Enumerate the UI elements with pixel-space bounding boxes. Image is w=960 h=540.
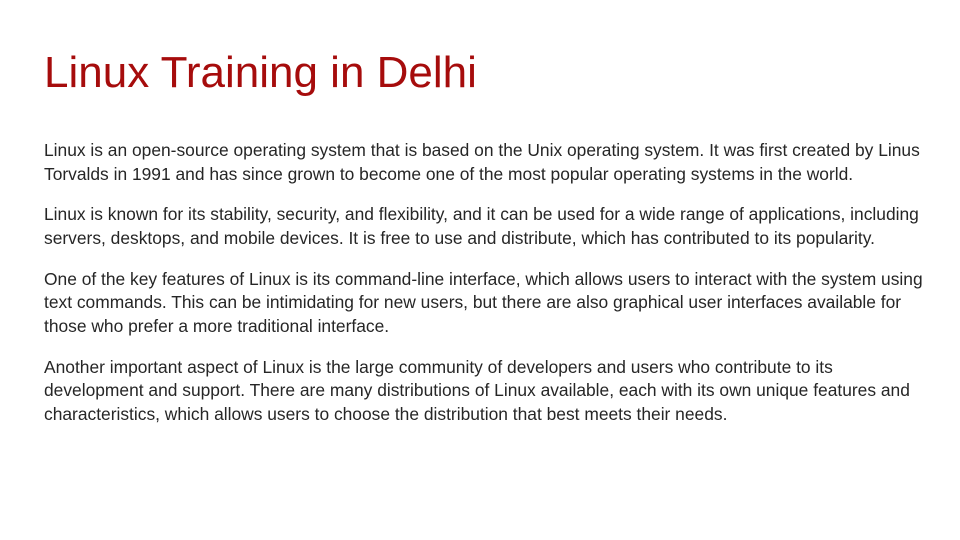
body-paragraph: Linux is known for its stability, security, and flexibility, and it can be used for a wide range of applications, including servers, desktops, and mobile devices. It is free to use and distribute, which has contributed to its popularity. — [44, 204, 919, 249]
body-paragraph: One of the key features of Linux is its command-line interface, which allows users to interact with the system using text commands. This can be intimidating for new users, but there are also graphical user interfaces available for those who prefer a more traditional interface. — [44, 268, 923, 337]
body-paragraph: Another important aspect of Linux is the large community of developers and users who contribute to its development and support. There are many distributions of Linux available, each with its own unique features and characteristics, which allows users to choose the distribution that best meets their needs. — [44, 356, 910, 425]
slide-body — [44, 139, 924, 427]
page-title: Linux Training in Delhi — [44, 48, 477, 97]
body-paragraph: Linux is an open-source operating system that is based on the Unix operating system. It was first created by Linus Torvalds in 1991 and has since grown to become one of the most popular operating systems in the world. — [44, 140, 920, 184]
